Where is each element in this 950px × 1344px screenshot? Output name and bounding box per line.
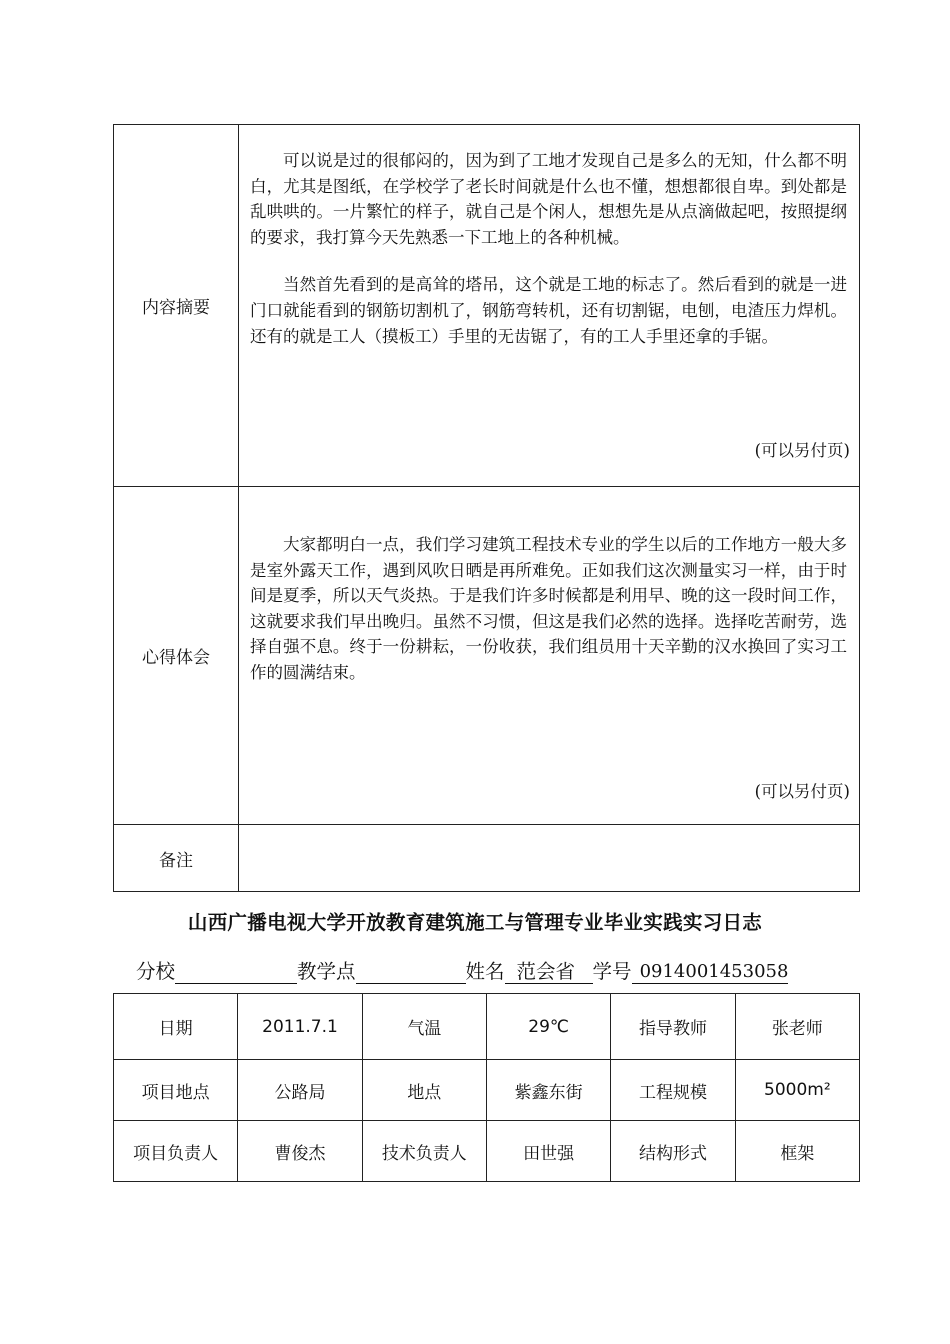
teaching-point-label: 教学点	[297, 960, 356, 983]
project-info-table	[113, 993, 860, 1182]
date-label: 日期	[114, 994, 238, 1060]
project-scale-label: 工程规模	[611, 1060, 735, 1121]
site-label: 地点	[362, 1060, 486, 1121]
reflection-text	[250, 532, 847, 686]
reflection-extra-page-note: (可以另付页)	[754, 782, 850, 801]
technical-lead-label: 技术负责人	[362, 1121, 486, 1182]
teaching-point-field[interactable]	[356, 961, 466, 984]
log-content-table	[113, 124, 860, 892]
temperature-value[interactable]: 29℃	[486, 994, 610, 1060]
branch-label: 分校	[136, 960, 176, 983]
summary-row	[114, 125, 860, 487]
table-row	[114, 994, 860, 1060]
reflection-row	[114, 487, 860, 825]
project-location-label: 项目地点	[114, 1060, 238, 1121]
remarks-row	[114, 825, 860, 892]
reflection-paragraph: 大家都明白一点，我们学习建筑工程技术专业的学生以后的工作地方一般大多是室外露天工作，遇到风吹日晒是再所难免。正如我们这次测量实习一样，由于时间是夏季，所以天气炎热。于是我们许多时候都是利用早、晚的这一段时间工作，这就要求我们早出晚归。虽然不习惯，但这是我们必然的选择。选择吃苦耐劳，选择自强不息。终于一份耕耘，一份收获，我们组员用十天辛勤的汉水换回了实习工作的圆满结束。	[250, 535, 847, 682]
project-manager-label: 项目负责人	[114, 1121, 238, 1182]
project-scale-value[interactable]: 5000m²	[735, 1060, 859, 1121]
remarks-label: 备注	[114, 825, 239, 892]
log-title: 山西广播电视大学开放教育建筑施工与管理专业毕业实践实习日志	[187, 911, 763, 934]
summary-cell[interactable]	[239, 125, 860, 487]
reflection-label: 心得体会	[114, 487, 239, 825]
summary-paragraph-1: 可以说是过的很郁闷的，因为到了工地才发现自己是多么的无知，什么都不明白，尤其是图纸，在学校学了老长时间就是什么也不懂，想想都很自卑。到处都是乱哄哄的。一片繁忙的样子，就自己是个闲人，想想先是从点滴做起吧，按照提纲的要求，我打算今天先熟悉一下工地上的各种机械。	[250, 151, 847, 247]
project-location-value[interactable]: 公路局	[238, 1060, 362, 1121]
table-row	[114, 1121, 860, 1182]
table-row	[114, 1060, 860, 1121]
summary-text	[250, 148, 847, 349]
site-value[interactable]: 紫鑫东街	[486, 1060, 610, 1121]
structure-type-value[interactable]: 框架	[735, 1121, 859, 1182]
instructor-value[interactable]: 张老师	[735, 994, 859, 1060]
summary-paragraph-2: 当然首先看到的是高耸的塔吊，这个就是工地的标志了。然后看到的就是一进门口就能看到的钢筋切割机了，钢筋弯转机，还有切割锯，电刨，电渣压力焊机。还有的就是工人（摸板工）手里的无齿锯了，有的工人手里还拿的手锯。	[250, 275, 847, 346]
temperature-label: 气温	[362, 994, 486, 1060]
name-field[interactable]: 范会省	[505, 961, 593, 984]
technical-lead-value[interactable]: 田世强	[486, 1121, 610, 1182]
remarks-cell[interactable]	[239, 825, 860, 892]
student-id-field[interactable]: 0914001453058	[632, 961, 789, 984]
student-info-line	[136, 956, 788, 984]
summary-label: 内容摘要	[114, 125, 239, 487]
instructor-label: 指导教师	[611, 994, 735, 1060]
name-label: 姓名	[465, 960, 505, 983]
project-manager-value[interactable]: 曹俊杰	[238, 1121, 362, 1182]
reflection-cell[interactable]	[239, 487, 860, 825]
branch-field[interactable]	[175, 961, 297, 984]
structure-type-label: 结构形式	[611, 1121, 735, 1182]
date-value[interactable]: 2011.7.1	[238, 994, 362, 1060]
student-id-label: 学号	[592, 960, 632, 983]
summary-extra-page-note: (可以另付页)	[754, 441, 850, 460]
